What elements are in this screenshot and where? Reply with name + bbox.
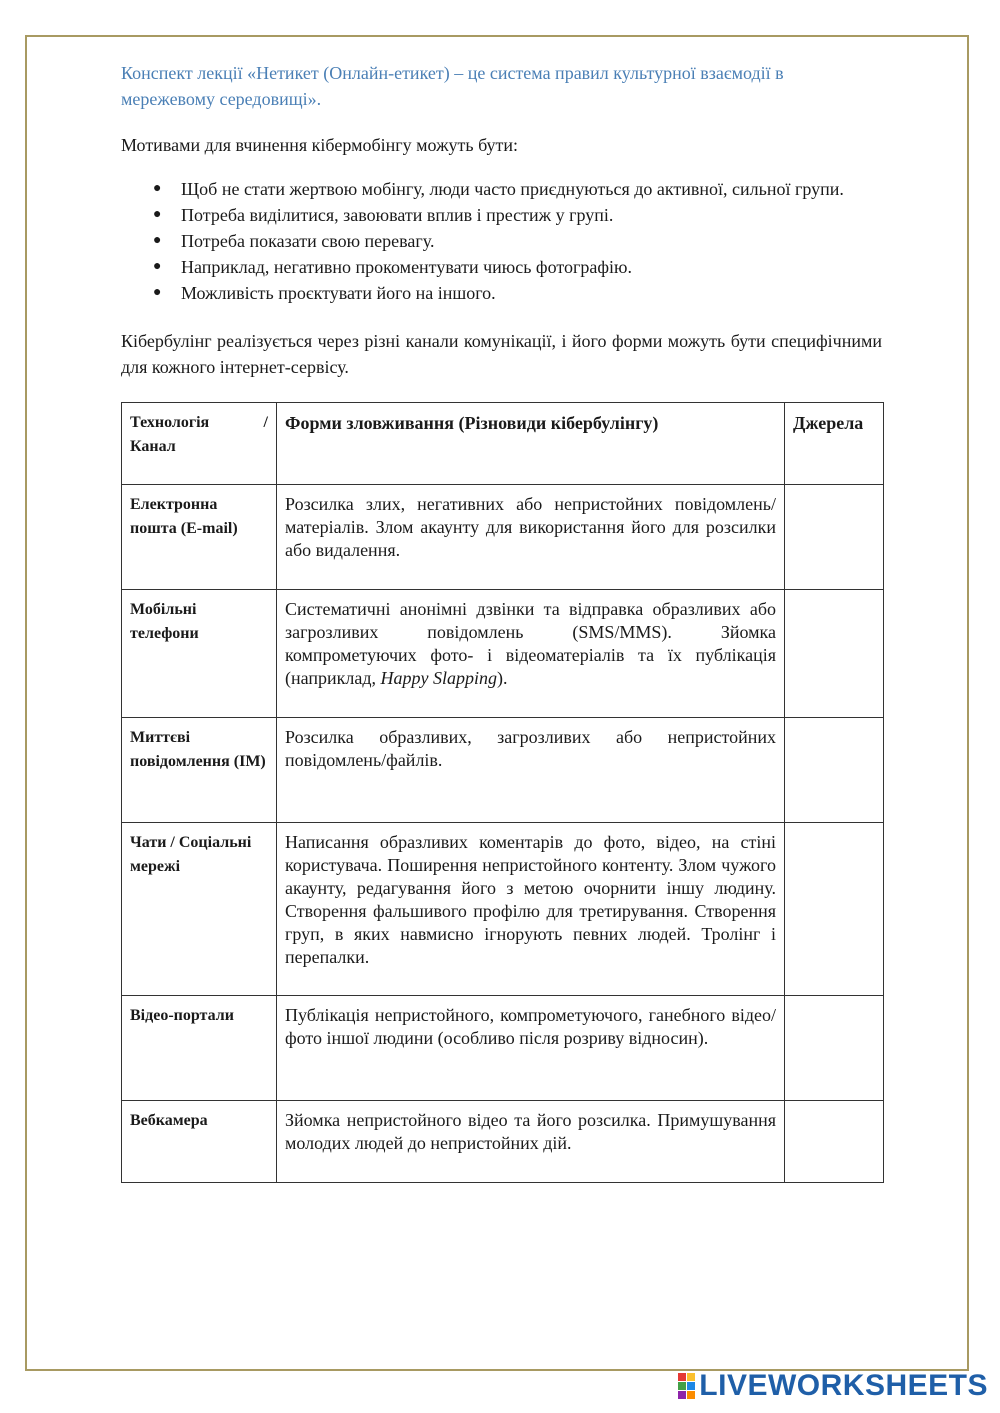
forms-cell: Написання образливих коментарів до фото, відео, на стіні користувача. Поширення непристойного контенту. Злом чужого акаунту, редагування його з метою очорнити іншу людину. Створення фальшивого профілю для третирування. Створення груп, в яких навмисно ігнорують певних людей. Тролінг і перепалки.	[277, 823, 785, 996]
bullet-icon: ●	[153, 207, 162, 222]
lecture-title: Конспект лекції «Нетикет (Онлайн-етикет) – це система правил культурної взаємодії в мережевому середовищі».	[121, 63, 784, 109]
liveworksheets-logo	[678, 1369, 988, 1403]
worksheet-content	[121, 60, 882, 1183]
header-sources: Джерела	[785, 403, 884, 485]
logo-text: LIVEWORKSHEETS	[699, 1369, 988, 1402]
forms-cell: Зйомка непристойного відео та його розсилка. Примушування молодих людей до непристойних дій.	[277, 1101, 785, 1183]
list-item: ● Наприклад, негативно прокоментувати чиюсь фотографію.	[121, 254, 878, 280]
forms-cell: Публікація непристойного, компрометуючого, ганебного відео/фото іншої людини (особливо після розриву відносин).	[277, 996, 785, 1101]
bullet-icon: ●	[153, 233, 162, 248]
channel-cell: Чати / Соціальні мережі	[122, 823, 277, 996]
table-row	[122, 485, 884, 590]
table-row	[122, 590, 884, 718]
forms-cell: Розсилка злих, негативних або непристойних повідомлень/матеріалів. Злом акаунту для використання його для розсилки або видалення.	[277, 485, 785, 590]
channel-cell: Миттєві повідомлення (IM)	[122, 718, 277, 823]
channel-cell: Електронна пошта (E-mail)	[122, 485, 277, 590]
table-row	[122, 718, 884, 823]
table-row	[122, 823, 884, 996]
logo-mark-icon	[678, 1373, 695, 1399]
sources-cell[interactable]	[785, 590, 884, 718]
table-row	[122, 996, 884, 1101]
sources-cell[interactable]	[785, 823, 884, 996]
logo-block	[687, 1391, 695, 1399]
sources-cell[interactable]	[785, 996, 884, 1101]
channel-cell: Мобільні телефони	[122, 590, 277, 718]
sources-cell[interactable]	[785, 1101, 884, 1183]
list-item: ● Щоб не стати жертвою мобінгу, люди часто приєднуються до активної, сильної групи.	[121, 176, 878, 202]
logo-block	[678, 1391, 686, 1399]
logo-block	[678, 1382, 686, 1390]
header-forms: Форми зловживання (Різновиди кібербулінгу)	[277, 403, 785, 485]
cyberbullying-paragraph: Кібербулінг реалізується через різні канали комунікації, і його форми можуть бути специфічними для кожного інтернет-сервісу.	[121, 331, 882, 377]
forms-cell: Розсилка образливих, загрозливих або непристойних повідомлень/файлів.	[277, 718, 785, 823]
list-item: ● Потреба показати свою перевагу.	[121, 228, 878, 254]
abuse-forms-table	[121, 402, 884, 1183]
logo-block	[687, 1382, 695, 1390]
motives-list	[121, 176, 882, 306]
logo-block	[678, 1373, 686, 1381]
sources-cell[interactable]	[785, 718, 884, 823]
sources-cell[interactable]	[785, 485, 884, 590]
list-item: ● Можливість проєктувати його на іншого.	[121, 280, 878, 306]
logo-block	[687, 1373, 695, 1381]
intro-text: Мотивами для вчинення кібермобінгу можуть бути:	[121, 135, 519, 155]
channel-cell: Відео-портали	[122, 996, 277, 1101]
bullet-icon: ●	[153, 259, 162, 274]
forms-cell: Систематичні анонімні дзвінки та відправка образливих або загрозливих повідомлень (SMS/MMS). Зйомка компрометуючих фото- і відеоматеріалів та їх публікація (наприклад, Happy Slapping).	[277, 590, 785, 718]
table-row	[122, 1101, 884, 1183]
channel-cell: Вебкамера	[122, 1101, 277, 1183]
header-channel: Технологія / Канал	[122, 403, 277, 485]
table-header-row	[122, 403, 884, 485]
list-item: ● Потреба виділитися, завоювати вплив і престиж у групі.	[121, 202, 878, 228]
bullet-icon: ●	[153, 285, 162, 300]
bullet-icon: ●	[153, 181, 162, 196]
